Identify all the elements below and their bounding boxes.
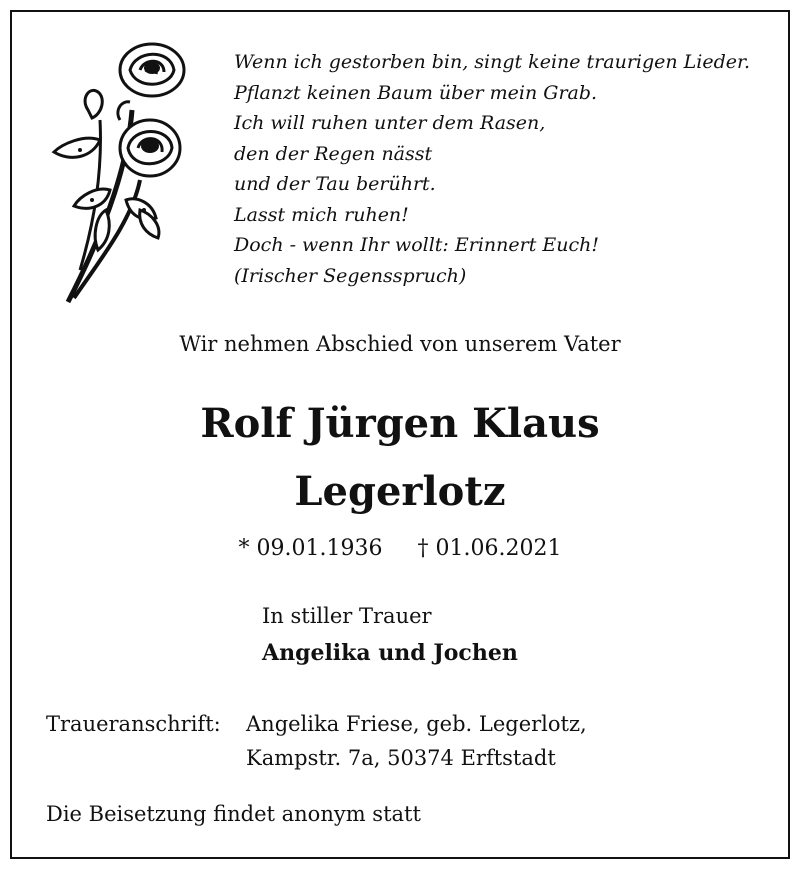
life-dates xyxy=(0,536,800,561)
poem-line: Lasst mich ruhen! xyxy=(234,203,409,226)
address-line2: Kampstr. 7a, 50374 Erftstadt xyxy=(246,746,556,770)
mourner-names: Angelika und Jochen xyxy=(262,640,518,666)
poem-line: Ich will ruhen unter dem Rasen, xyxy=(234,112,546,134)
poem-line: und der Tau berührt. xyxy=(234,173,436,195)
rose-illustration-icon xyxy=(40,40,200,310)
address-label: Traueranschrift: xyxy=(46,712,221,736)
poem-block xyxy=(234,47,774,291)
address-line1: Angelika Friese, geb. Legerlotz, xyxy=(246,712,587,736)
birth-date: * 09.01.1936 xyxy=(238,536,383,561)
burial-note: Die Beisetzung findet anonym statt xyxy=(46,802,421,826)
deceased-name-line2: Legerlotz xyxy=(294,468,506,515)
mourning-label: In stiller Trauer xyxy=(262,604,432,628)
poem-attribution: (Irischer Segensspruch) xyxy=(234,264,467,287)
poem-line: Doch - wenn Ihr wollt: Erinnert Euch! xyxy=(234,234,599,256)
deceased-name-line1: Rolf Jürgen Klaus xyxy=(200,400,600,447)
poem-line: Pflanzt keinen Baum über mein Grab. xyxy=(234,81,598,104)
death-date: † 01.06.2021 xyxy=(417,536,562,561)
poem-line: Wenn ich gestorben bin, singt keine traurigen Lieder. xyxy=(234,51,751,73)
poem-line: den der Regen nässt xyxy=(234,142,433,165)
intro-text: Wir nehmen Abschied von unserem Vater xyxy=(179,332,621,356)
